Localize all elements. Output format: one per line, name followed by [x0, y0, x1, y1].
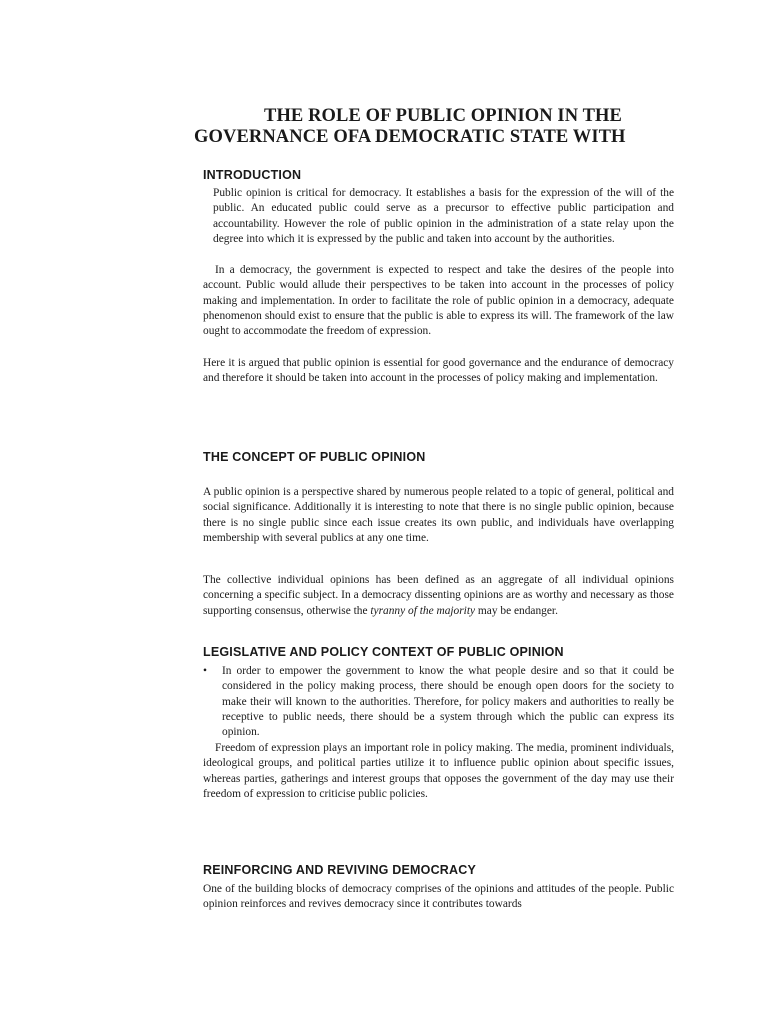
reinforcing-paragraph-1: One of the building blocks of democracy comprises of the opinions and attitudes of the people. Public opinion reinforces and revives democracy since it contributes towards — [203, 883, 674, 911]
concept-paragraph-2-end: may be endanger. — [475, 604, 558, 617]
concept-paragraph-1: A public opinion is a perspective shared by numerous people related to a topic of general, political and social significance. Additionally it is interesting to note that there is no single public opinion, because there is no single public since each issue creates its own public, and individuals have overlapping membership with several publics at any one time. — [203, 486, 674, 544]
legislative-heading: LEGISLATIVE AND POLICY CONTEXT OF PUBLIC OPINION — [203, 645, 564, 659]
title-line-1: THE ROLE OF PUBLIC OPINION IN THE — [264, 106, 622, 126]
concept-paragraph-2-text: The collective individual opinions has been defined as an aggregate of all individual opinions concerning a specific subject. In a democracy dissenting opinions are as worthy and necessary as those supporting consensus, otherwise the — [203, 574, 674, 617]
legislative-bullet-text: In order to empower the government to know the what people desire and so that it could be considered in the policy making process, there should be enough open doors for the society to make their will known to the authorities. Therefore, for policy makers and authorities to really be receptive to public needs, there should be a system through which the public can express its opinion. — [222, 665, 674, 739]
bullet-dot-icon: • — [203, 665, 207, 677]
document-title — [194, 106, 674, 148]
introduction-paragraph-2: In a democracy, the government is expected to respect and take the desires of the people into account. Public would allude their perspectives to be taken into account in the processes of policy making and implementation. In order to facilitate the role of public opinion in a democracy, adequate phenomenon should exist to ensure that the public is able to express its will. The framework of the law ought to accommodate the freedom of expression. — [203, 264, 674, 338]
legislative-bullet-item — [203, 664, 674, 740]
introduction-heading: INTRODUCTION — [203, 168, 302, 182]
reinforcing-heading: REINFORCING AND REVIVING DEMOCRACY — [203, 863, 477, 877]
tyranny-of-majority-italic: tyranny of the majority — [370, 604, 476, 617]
title-line-2: GOVERNANCE OFA DEMOCRATIC STATE WITH — [194, 127, 626, 147]
concept-heading: THE CONCEPT OF PUBLIC OPINION — [203, 450, 426, 464]
concept-paragraph-2 — [203, 573, 674, 619]
introduction-paragraph-3: Here it is argued that public opinion is essential for good governance and the endurance of democracy and therefore it should be taken into account in the processes of policy making and implementation. — [203, 357, 674, 385]
introduction-paragraph-1: Public opinion is critical for democracy. It establishes a basis for the expression of the will of the public. An educated public could serve as a precursor to effective public participation and accountability. However the role of public opinion in the administration of a state relay upon the degree into which it is expressed by the public and taken into account by the authorities. — [213, 187, 674, 245]
legislative-paragraph-1: Freedom of expression plays an important role in policy making. The media, prominent individuals, ideological groups, and political parties utilize it to influence public opinion about specific issues, whereas parties, gatherings and interest groups that opposes the government of the day may use their freedom of expression to criticise public policies. — [203, 742, 674, 800]
